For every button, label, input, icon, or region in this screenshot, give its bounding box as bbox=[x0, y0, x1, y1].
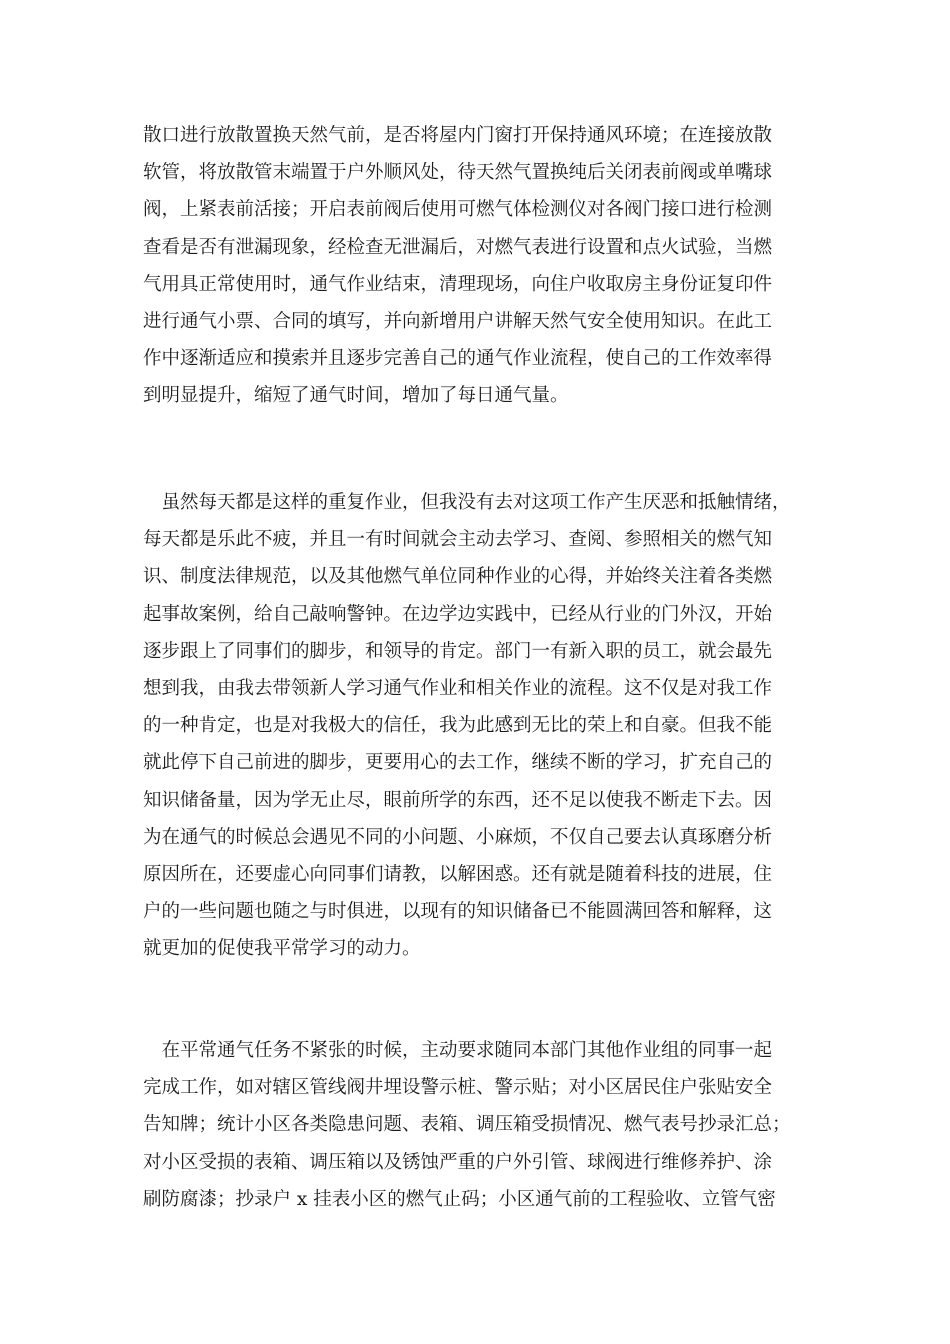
paragraph-line: 想到我，由我去带领新人学习通气作业和相关作业的流程。这不仅是对我工作 bbox=[143, 678, 773, 700]
paragraph-line: 逐步跟上了同事们的脚步，和领导的肯定。部门一有新入职的员工，就会最先 bbox=[143, 640, 773, 662]
paragraph-2 bbox=[143, 484, 823, 968]
paragraph-line: 告知牌；统计小区各类隐患问题、表箱、调压箱受损情况、燃气表号抄录汇总； bbox=[143, 1114, 791, 1136]
paragraph-line: 的一种肯定，也是对我极大的信任，我为此感到无比的荣上和自豪。但我不能 bbox=[143, 715, 773, 737]
paragraph-line: 原因所在，还要虚心向同事们请教，以解困惑。还有就是随着科技的进展，住 bbox=[143, 864, 773, 886]
paragraph-line: 为在通气的时候总会遇见不同的小问题、小麻烦，不仅自己要去认真琢磨分析 bbox=[143, 826, 773, 848]
paragraph-line: 散口进行放散置换天然气前，是否将屋内门窗打开保持通风环境；在连接放散 bbox=[143, 125, 773, 146]
paragraph-line: 到明显提升，缩短了通气时间，增加了每日通气量。 bbox=[143, 385, 569, 407]
paragraph-line: 查看是否有泄漏现象，经检查无泄漏后，对燃气表进行设置和点火试验，当燃 bbox=[143, 236, 773, 258]
paragraph-line: 进行通气小票、合同的填写，并向新增用户讲解天然气安全使用知识。在此工 bbox=[143, 311, 773, 333]
paragraph-line: 知识储备量，因为学无止尽，眼前所学的东西，还不足以使我不断走下去。因 bbox=[143, 789, 773, 811]
paragraph-line: 起事故案例，给自己敲响警钟。在边学边实践中，已经从行业的门外汉，开始 bbox=[143, 603, 773, 625]
paragraph-line: 对小区受损的表箱、调压箱以及锈蚀严重的户外引管、球阀进行维修养护、涂 bbox=[143, 1151, 773, 1173]
paragraph-line: 气用具正常使用时，通气作业结束，清理现场，向住户收取房主身份证复印件 bbox=[143, 273, 773, 295]
paragraph-line: 刷防腐漆；抄录户 x 挂表小区的燃气止码；小区通气前的工程验收、立管气密 bbox=[143, 1188, 776, 1210]
paragraph-line: 每天都是乐此不疲，并且一有时间就会主动去学习、查阅、参照相关的燃气知 bbox=[143, 529, 773, 551]
paragraph-line: 就此停下自己前进的脚步，更要用心的去工作，继续不断的学习，扩充自己的 bbox=[143, 752, 773, 774]
paragraph-line: 软管，将放散管末端置于户外顺风处，待天然气置换纯后关闭表前阀或单嘴球 bbox=[143, 162, 773, 184]
paragraph-line: 识、制度法律规范，以及其他燃气单位同种作业的心得，并始终关注着各类燃 bbox=[143, 566, 773, 588]
paragraph-line: 阀，上紧表前活接；开启表前阀后使用可燃气体检测仪对各阀门接口进行检测 bbox=[143, 199, 773, 221]
paragraph-line: 就更加的促使我平常学习的动力。 bbox=[143, 938, 421, 960]
paragraph-line: 完成工作，如对辖区管线阀井埋设警示桩、警示贴；对小区居民住户张贴安全 bbox=[143, 1077, 773, 1099]
paragraph-3 bbox=[143, 1032, 823, 1218]
paragraph-line: 户的一些问题也随之与时俱进，以现有的知识储备已不能圆满回答和解释，这 bbox=[143, 901, 773, 923]
paragraph-1 bbox=[143, 117, 823, 415]
paragraph-line: 在平常通气任务不紧张的时候，主动要求随同本部门其他作业组的同事一起 bbox=[143, 1040, 773, 1061]
paragraph-line: 虽然每天都是这样的重复作业，但我没有去对这项工作产生厌恶和抵触情绪， bbox=[143, 492, 791, 513]
paragraph-line: 作中逐渐适应和摸索并且逐步完善自己的通气作业流程，使自己的工作效率得 bbox=[143, 348, 773, 370]
